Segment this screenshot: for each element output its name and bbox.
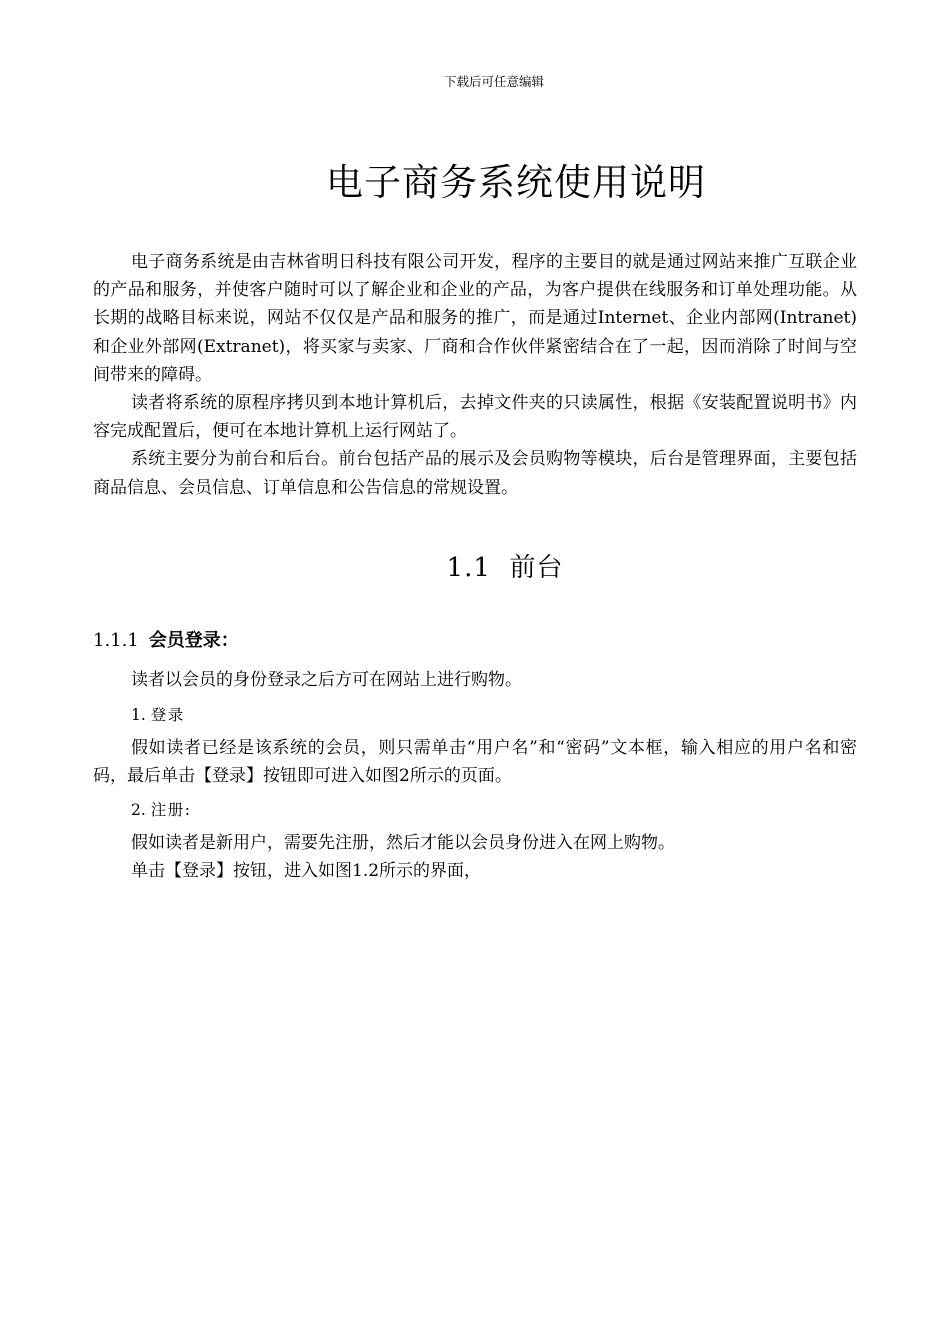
- step-label-text: 注册:: [150, 801, 192, 819]
- intro-paragraph: 读者将系统的原程序拷贝到本地计算机后，去掉文件夹的只读属性，根据《安装配置说明书》内容完成配置后，便可在本地计算机上运行网站了。: [93, 393, 857, 442]
- header-note: 下载后可任意编辑: [443, 74, 544, 89]
- subsection-number: 1.1.1: [93, 630, 139, 651]
- section-number: 1.1: [446, 553, 491, 583]
- subsection-heading: [93, 626, 239, 652]
- step-login-label: [131, 703, 185, 725]
- step-register-text: 单击【登录】按钮，进入如图1.2所示的界面，: [131, 861, 482, 881]
- subsection-title: 会员登录：: [148, 630, 239, 651]
- intro-section: [93, 248, 857, 502]
- step-register-text: 假如读者是新用户，需要先注册，然后才能以会员身份进入在网上购物。: [131, 833, 675, 853]
- document-title: 电子商务系统使用说明: [326, 161, 706, 204]
- step-register-label: [131, 798, 191, 820]
- intro-paragraph: 系统主要分为前台和后台。前台包括产品的展示及会员购物等模块，后台是管理界面，主要包括商品信息、会员信息、订单信息和公告信息的常规设置。: [93, 449, 857, 498]
- step-number: 1.: [131, 706, 146, 724]
- intro-paragraph: 电子商务系统是由吉林省明日科技有限公司开发，程序的主要目的就是通过网站来推广互联企业的产品和服务，并使客户随时可以了解企业和企业的产品，为客户提供在线服务和订单处理功能。从长期的战略目标来说，网站不仅仅是产品和服务的推广，而是通过Internet、企业内部网(Intranet)和企业外部网(Extranet)，将买家与卖家、厂商和合作伙伴紧密结合在了一起，因而消除了时间与空间带来的障碍。: [93, 252, 857, 385]
- step-number: 2.: [131, 801, 146, 819]
- login-intro: 读者以会员的身份登录之后方可在网站上进行购物。: [131, 670, 522, 690]
- step-login-text: 假如读者已经是该系统的会员，则只需单击“用户名”和“密码”文本框，输入相应的用户名和密码，最后单击【登录】按钮即可进入如图2所示的页面。: [93, 738, 857, 787]
- section-heading: [0, 547, 950, 584]
- section-title: 前台: [509, 553, 564, 583]
- step-label-text: 登录: [150, 706, 185, 724]
